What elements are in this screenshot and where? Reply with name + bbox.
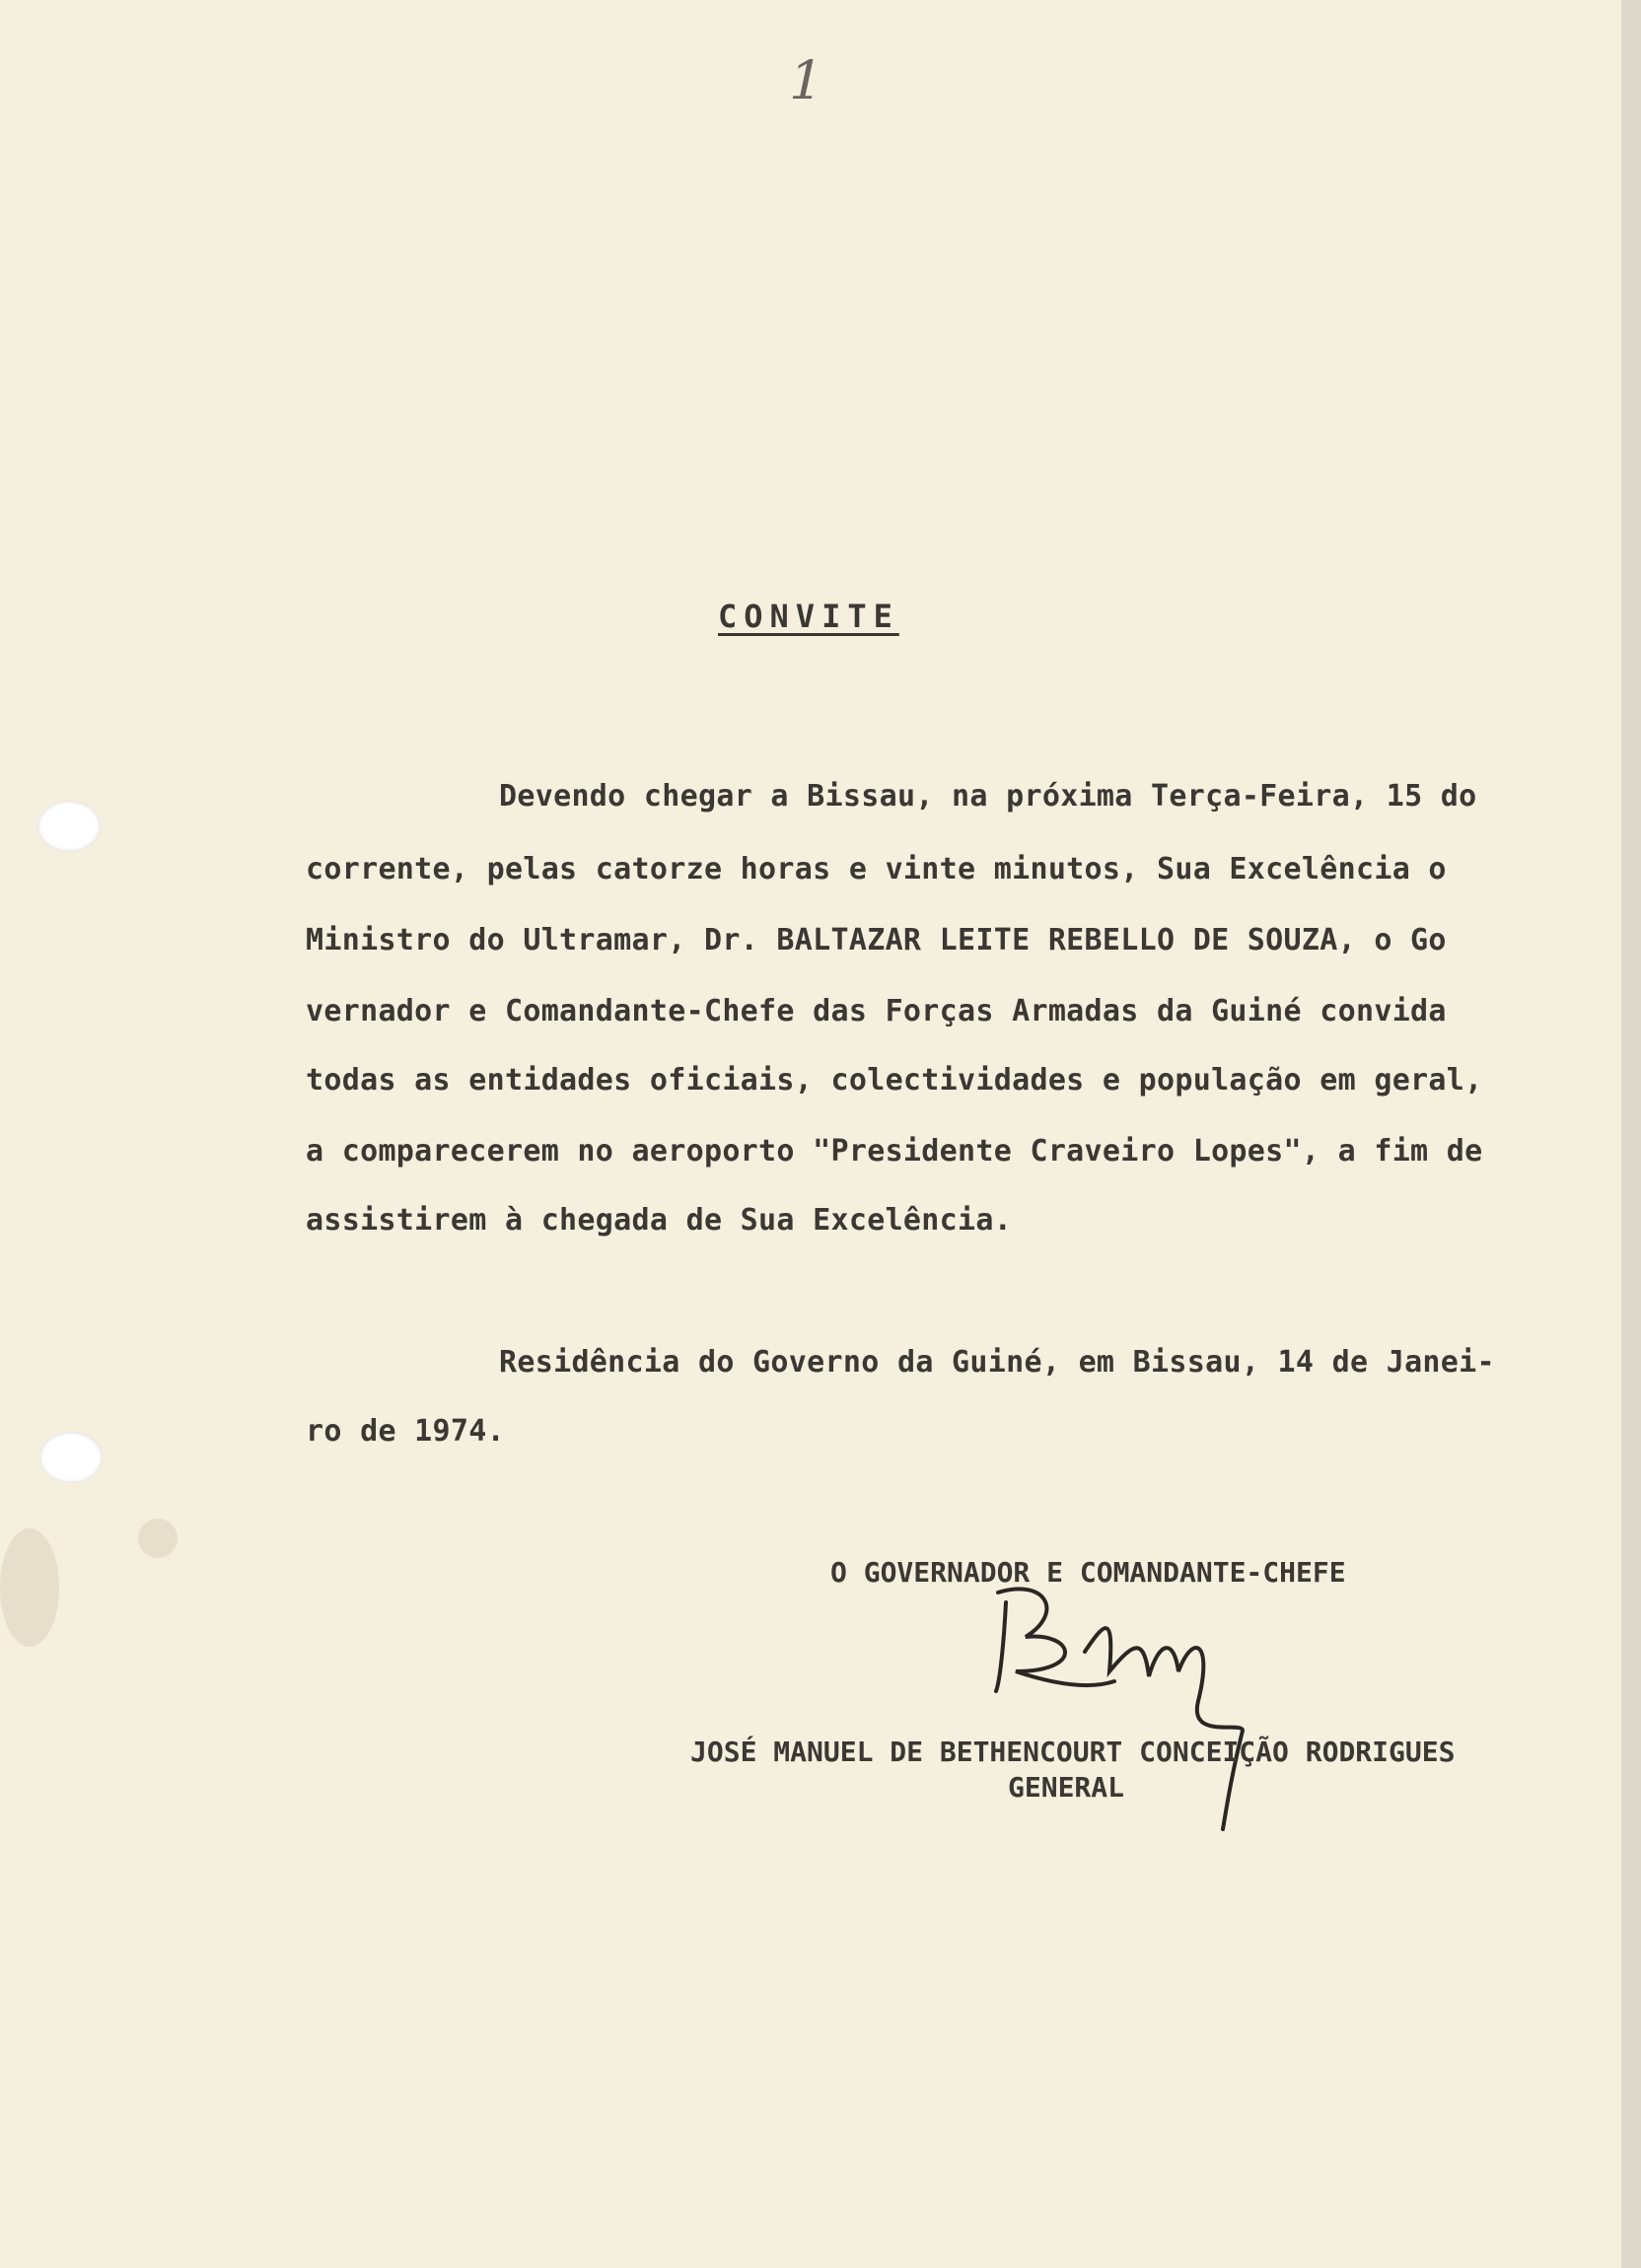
- page-edge: [1621, 0, 1641, 2268]
- body-line: corrente, pelas catorze horas e vinte minutos, Sua Excelência o: [306, 852, 1447, 886]
- signatory-title: O GOVERNADOR E COMANDANTE-CHEFE: [830, 1556, 1346, 1589]
- body-line: assistirem à chegada de Sua Excelência.: [306, 1203, 1013, 1238]
- punch-hole-top: [37, 801, 101, 852]
- body-line: todas as entidades oficiais, colectividades e população em geral,: [306, 1063, 1483, 1098]
- body-line: a comparecerem no aeroporto "Presidente Craveiro Lopes", a fim de: [306, 1134, 1483, 1169]
- stain: [138, 1519, 178, 1558]
- body-line: Ministro do Ultramar, Dr. BALTAZAR LEITE REBELLO DE SOUZA, o Go: [306, 923, 1447, 957]
- page-number: 1: [782, 49, 830, 111]
- document-title: CONVITE: [718, 598, 899, 635]
- body-line: vernador e Comandante-Chefe das Forças Armadas da Guiné convida: [306, 994, 1447, 1028]
- closing-line: ro de 1974.: [306, 1414, 505, 1449]
- signatory-rank: GENERAL: [1008, 1771, 1125, 1804]
- closing-line: Residência do Governo da Guiné, em Bissau, 14 de Janei-: [499, 1345, 1495, 1380]
- punch-hole-bottom: [39, 1432, 103, 1483]
- signatory-name: JOSÉ MANUEL DE BETHENCOURT CONCEIÇÃO RODRIGUES: [690, 1736, 1456, 1768]
- body-line: Devendo chegar a Bissau, na próxima Terça-Feira, 15 do: [499, 779, 1477, 814]
- stain: [0, 1528, 59, 1647]
